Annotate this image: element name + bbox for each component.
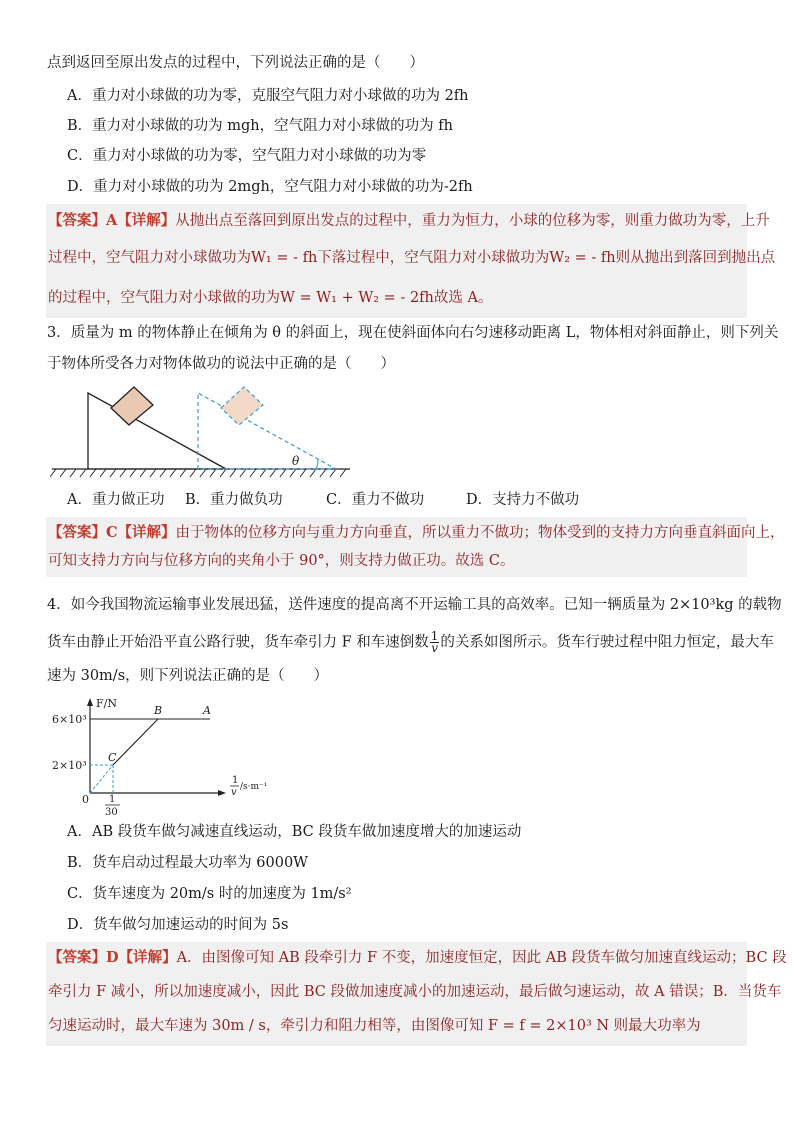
q4-stem-line-3: 速为 30m/s，则下列说法正确的是（ ）: [47, 668, 329, 684]
q2-stem-tail: 点到返回至原出发点的过程中，下列说法正确的是（ ）: [47, 55, 424, 71]
q3-stem-line-2: 于物体所受各力对物体做功的说法中正确的是（ ）: [47, 356, 395, 372]
y-axis-label: F/N: [96, 697, 117, 710]
x-axis-label: /s·m⁻¹: [240, 782, 268, 792]
q3-option-b: B．重力做负功: [185, 492, 283, 508]
q4-option-c: C．货车速度为 20m/s 时的加速度为 1m/s²: [67, 886, 352, 902]
q2-option-b: B．重力对小球做的功为 mgh，空气阻力对小球做的功为 fh: [67, 118, 453, 134]
q3-answer-text-1: 由于物体的位移方向与重力方向垂直，所以重力不做功；物体受到的支持力方向垂直斜面向上，: [175, 525, 785, 541]
q4-answer-box: [46, 942, 787, 1046]
q3-answer-box: [46, 517, 785, 577]
q2-answer-line-3: 的过程中，空气阻力对小球做的功为W = W₁ + W₂ = - 2fh故选 A。: [48, 290, 493, 306]
q4-option-a: A．AB 段货车做匀减速直线运动，BC 段货车做加速度增大的加速运动: [67, 824, 522, 840]
x-tick-denominator: 30: [105, 807, 118, 817]
q3-incline-figure: [50, 383, 355, 481]
ground-hatching: [50, 469, 346, 477]
y-tick-high: 6×10³: [52, 713, 87, 726]
incline-dashed: [198, 393, 336, 469]
q4-stem-part-a: 货车由静止开始沿平直公路行驶，货车牵引力 F 和车速倒数: [47, 634, 429, 651]
point-b-label: B: [154, 704, 163, 717]
q3-options: [0, 490, 794, 512]
q4-stem-line-2: [47, 631, 774, 654]
segment-bc: [113, 719, 158, 765]
q4-option-b: B．货车启动过程最大功率为 6000W: [67, 855, 309, 871]
angle-label: θ: [292, 454, 300, 468]
q4-answer-line-1: [48, 948, 787, 968]
q4-stem-line-1: 4．如今我国物流运输事业发展迅猛，送件速度的提高离不开运输工具的高效率。已知一辆质量为 2×10³kg 的载物: [47, 597, 782, 613]
incline-solid: [88, 393, 226, 469]
q4-inverse-speed-fraction: $\frac{1}{v}$: [430, 629, 439, 655]
q2-answer-line-2: 过程中，空气阻力对小球做功为W₁ = - fh下落过程中，空气阻力对小球做功为W₂ = - fh则从抛出到落回到抛出点: [48, 250, 776, 266]
q2-option-d: D．重力对小球做的功为 2mgh，空气阻力对小球做的功为-2fh: [67, 179, 473, 195]
q2-answer-tag: 【答案】A【详解】: [48, 212, 176, 229]
q3-option-a: A．重力做正功: [67, 492, 165, 508]
y-tick-low: 2×10³: [52, 759, 87, 772]
q3-option-d: D．支持力不做功: [466, 492, 580, 508]
q4-answer-line-3: 匀速运动时，最大车速为 30m / s，牵引力和阻力相等，由图像可知 F = f = 2×10³ N 则最大功率为: [48, 1018, 701, 1034]
q2-option-a: A．重力对小球做的功为零，克服空气阻力对小球做的功为 2fh: [67, 88, 469, 104]
q4-answer-text-1: A．由图像可知 AB 段牵引力 F 不变，加速度恒定，因此 AB 段货车做匀加速直线运动；BC 段: [176, 950, 787, 966]
angle-arc: [316, 459, 318, 469]
q4-stem-part-b: 的关系如图所示。货车行驶过程中阻力恒定，最大车: [440, 634, 774, 651]
point-a-label: A: [203, 704, 211, 717]
q3-answer-line-1: [48, 523, 785, 543]
q2-answer-line-1: [48, 211, 770, 231]
q4-option-d: D．货车做匀加速运动的时间为 5s: [67, 917, 289, 933]
q2-answer-text-1: 从抛出点至落回到原出发点的过程中，重力为恒力，小球的位移为零，则重力做功为零，上升: [175, 213, 770, 229]
point-c-label: C: [108, 751, 117, 764]
q4-force-graph: [50, 695, 290, 817]
x-axis-frac-denominator: v: [231, 787, 237, 798]
q3-answer-line-2: 可知支持力方向与位移方向的夹角小于 90°，则支持力做正功。故选 C。: [48, 553, 515, 569]
q3-answer-tag: 【答案】C【详解】: [48, 524, 176, 541]
origin-label: 0: [82, 793, 89, 806]
q4-answer-line-2: 牵引力 F 减小，所以加速度减小，因此 BC 段做加速度减小的加速运动，最后做匀速运动，故 A 错误；B．当货车: [48, 984, 782, 1000]
x-tick-numerator: 1: [109, 794, 116, 805]
block-solid: [111, 387, 153, 425]
origin-dashed-line: [90, 765, 113, 793]
q3-option-c: C．重力不做功: [326, 492, 425, 508]
y-axis-arrow: [87, 698, 93, 706]
q3-stem-line-1: 3．质量为 m 的物体静止在倾角为 θ 的斜面上，现在使斜面体向右匀速移动距离 L，物体相对斜面静止，则下列关: [47, 325, 779, 341]
q2-option-c: C．重力对小球做的功为零，空气阻力对小球做的功为零: [67, 148, 427, 164]
x-axis-arrow: [218, 790, 226, 796]
x-axis-frac-numerator: 1: [232, 775, 239, 786]
q2-answer-box: [46, 204, 776, 318]
block-dashed: [221, 387, 263, 425]
q4-answer-tag: 【答案】D【详解】: [48, 949, 177, 966]
